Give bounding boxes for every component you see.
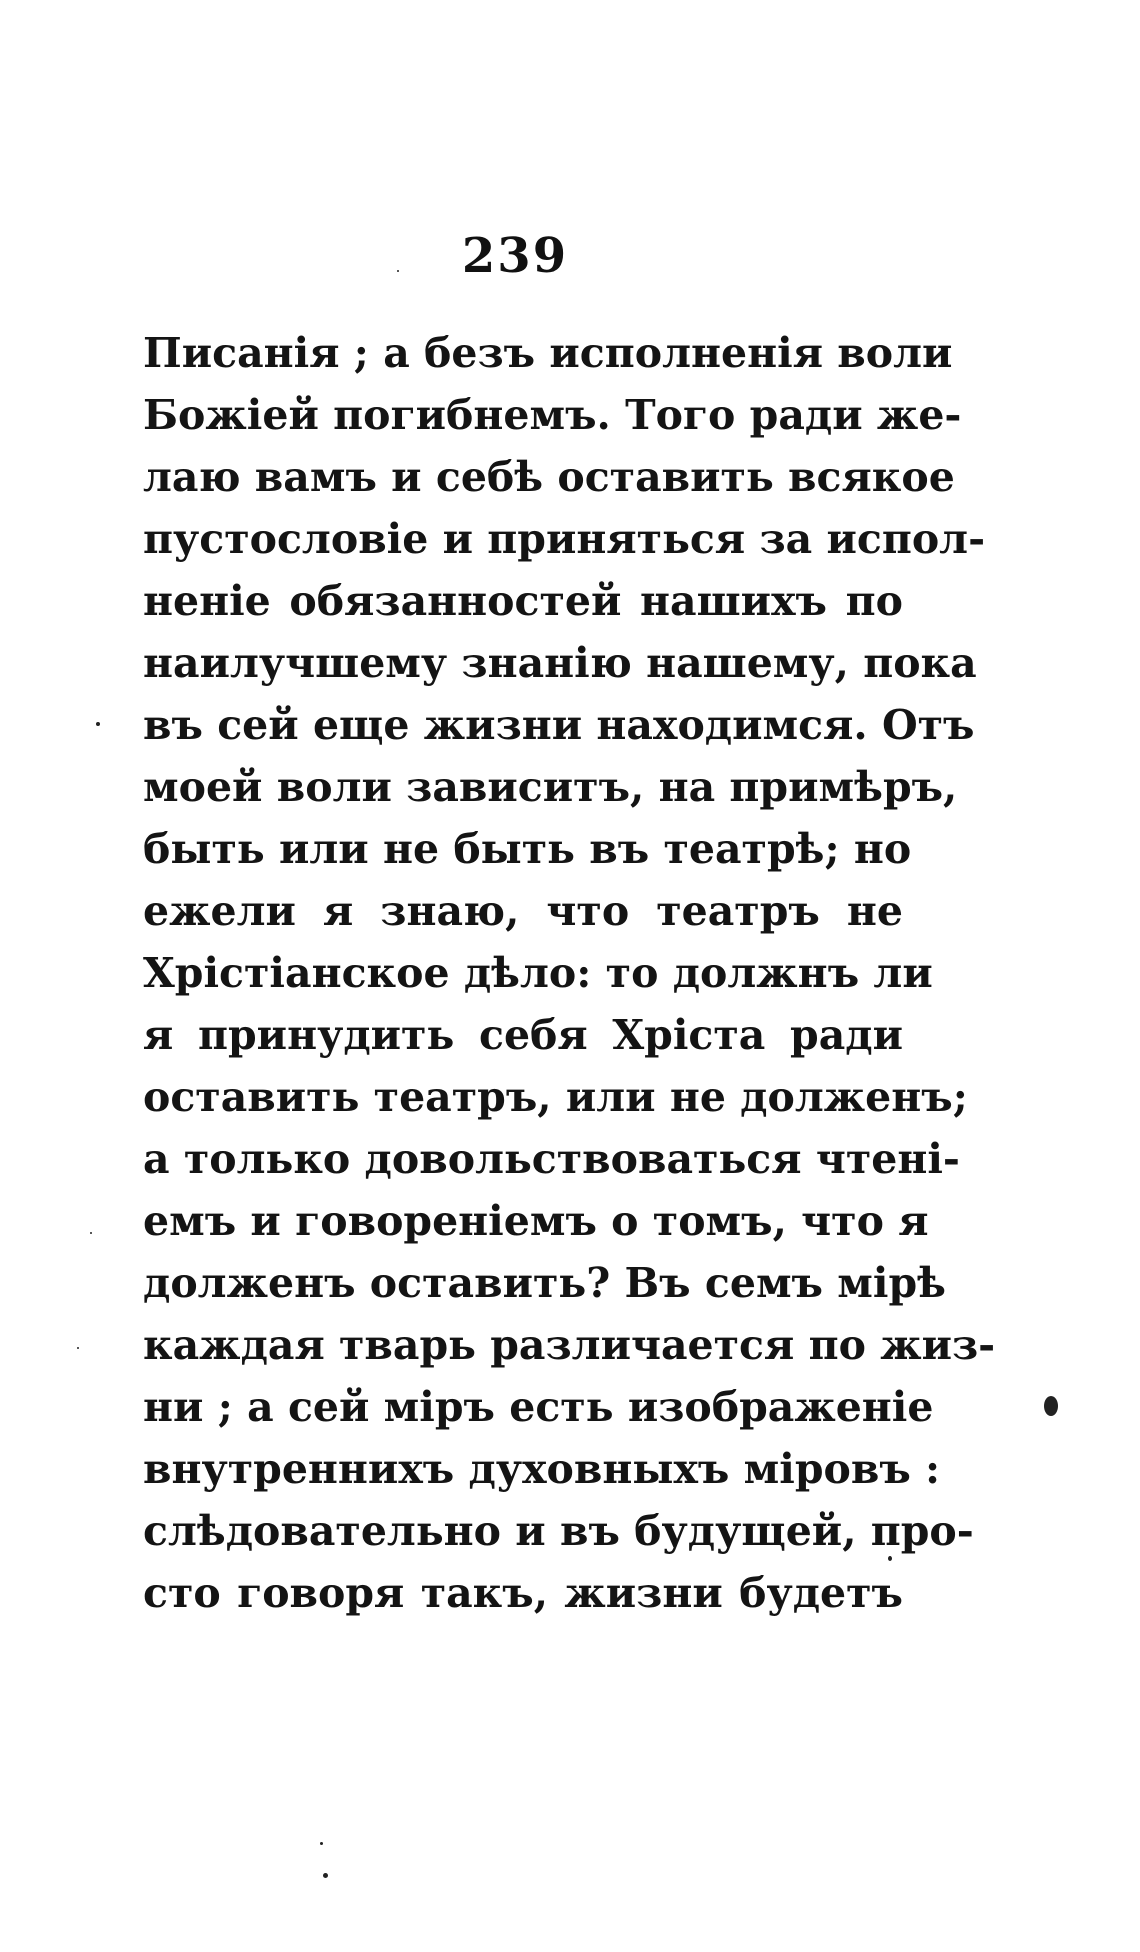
body-text bbox=[143, 322, 996, 1624]
text-line: емъ и говореніемъ о томъ, что я bbox=[143, 1197, 929, 1245]
text-line: лаю вамъ и себѣ оставить всякое bbox=[143, 453, 955, 501]
ink-speck bbox=[320, 1842, 323, 1845]
text-line: а только довольствоваться чтені- bbox=[143, 1135, 960, 1183]
text-line: долженъ оставить? Въ семъ мірѣ bbox=[143, 1259, 946, 1307]
text-line: оставить театръ, или не долженъ; bbox=[143, 1073, 968, 1121]
page-number: 239 bbox=[461, 228, 569, 284]
text-line: Хрістіанское дѣло: то должнъ ли bbox=[143, 949, 933, 997]
text-line: неніе обязанностей нашихъ по bbox=[143, 577, 903, 625]
text-line: въ сей еще жизни находимся. Отъ bbox=[143, 701, 975, 749]
ink-speck bbox=[397, 270, 399, 272]
ink-speck bbox=[77, 1347, 79, 1349]
text-line: внутреннихъ духовныхъ міровъ : bbox=[143, 1445, 941, 1493]
text-line: сто говоря такъ, жизни будетъ bbox=[143, 1569, 903, 1617]
ink-speck bbox=[323, 1873, 328, 1878]
ink-speck bbox=[96, 722, 100, 726]
ink-speck bbox=[1044, 1396, 1058, 1416]
text-line: Божіей погибнемъ. Того ради же- bbox=[143, 391, 962, 439]
text-line: моей воли зависитъ, на примѣръ, bbox=[143, 763, 958, 811]
text-line: ежели я знаю, что театръ не bbox=[143, 887, 903, 935]
text-line: слѣдовательно и въ будущей, про- bbox=[143, 1507, 974, 1555]
text-line: я принудить себя Хріста ради bbox=[143, 1011, 903, 1059]
text-line: быть или не быть въ театрѣ; но bbox=[143, 825, 912, 873]
text-line: наилучшему знанію нашему, пока bbox=[143, 639, 977, 687]
ink-speck bbox=[90, 1232, 92, 1234]
text-line: ни ; а сей міръ есть изображеніе bbox=[143, 1383, 934, 1431]
text-line: пустословіе и приняться за испол- bbox=[143, 515, 986, 563]
text-line: Писанія ; а безъ исполненія воли bbox=[143, 329, 953, 377]
ink-speck bbox=[888, 1556, 892, 1561]
text-line: каждая тварь различается по жиз- bbox=[143, 1321, 996, 1369]
